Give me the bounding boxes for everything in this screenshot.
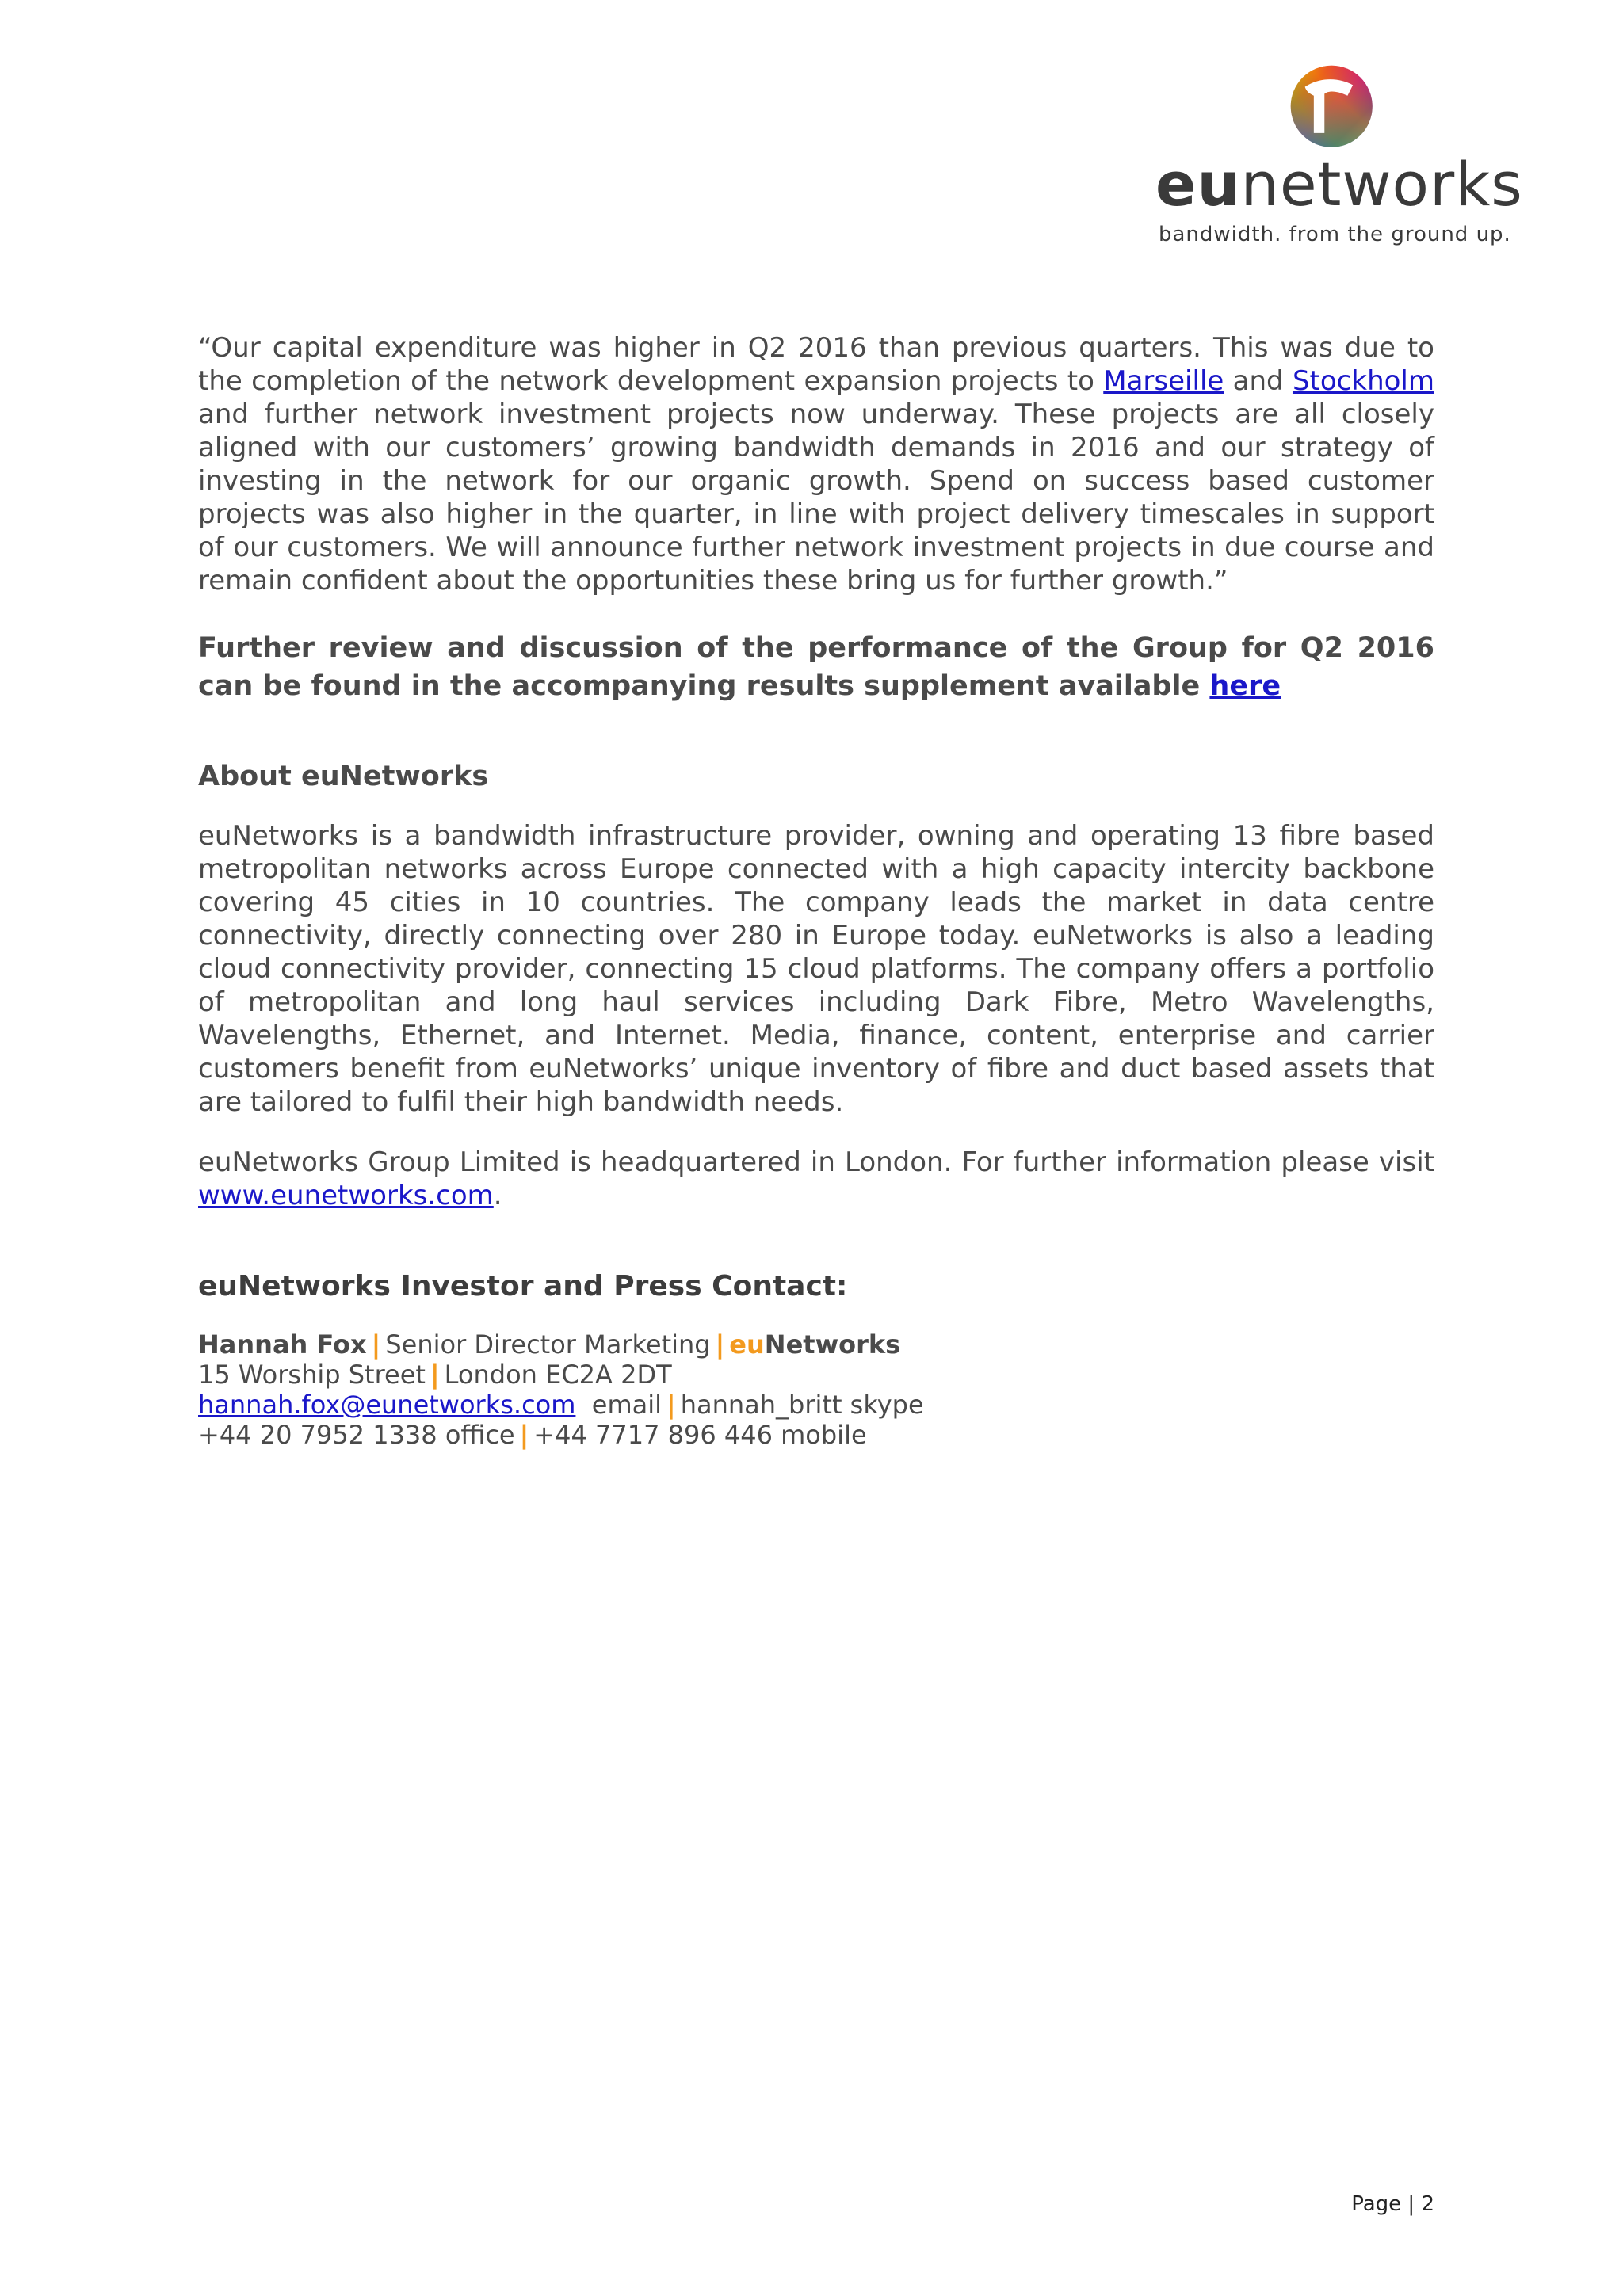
contact-line-phone (198, 1420, 1434, 1450)
contact-line-name (198, 1329, 1434, 1360)
about-paragraph: euNetworks is a bandwidth infrastructure provider, owning and operating 13 fibre based metropolitan networks across Europe connected with a high capacity intercity backbone covering 45 cities in 10 countries. The company leads the market in data centre connectivity, directly connecting over 280 in Europe today. euNetworks is also a leading cloud connectivity provider, connecting 15 cloud platforms. The company offers a portfolio of metropolitan and long haul services including Dark Fibre, Metro Wavelengths, Wavelengths, Ethernet, and Internet. Media, finance, content, enterprise and carrier customers benefit from euNetworks’ unique inventory of fibre and duct based assets that are tailored to fulfil their high bandwidth needs. (198, 820, 1434, 1118)
company-eu: eu (729, 1329, 765, 1360)
logo-tagline: bandwidth. from the ground up. (1159, 223, 1511, 246)
website-link[interactable]: www.eunetworks.com (198, 1180, 494, 1211)
contact-mobile: +44 7717 896 446 mobile (533, 1420, 867, 1450)
email-label: email (591, 1390, 663, 1420)
quote-text: and (1224, 365, 1293, 397)
contact-line-address (198, 1360, 1434, 1390)
contact-street: 15 Worship Street (198, 1360, 426, 1390)
page-number: Page | 2 (1351, 2192, 1434, 2216)
separator: | (430, 1360, 440, 1390)
about-heading: About euNetworks (198, 761, 489, 792)
contact-line-email (198, 1390, 1434, 1420)
separator: | (715, 1329, 725, 1360)
quote-text: and further network investment projects now underway. These projects are all closely aligned with our customers’ growing bandwidth demands in 2016 and our strategy of investing in the network for our organic growth. Spend on success based customer projects was also higher in the quarter, in line with project delivery timescales in support of our customers. We will announce further network investment projects in due course and remain confident about the opportunities these bring us for further growth.” (198, 399, 1434, 597)
ceo-quote-paragraph (198, 331, 1434, 597)
here-link[interactable]: here (1209, 670, 1281, 702)
rainbow-emblem-icon (1285, 60, 1374, 149)
eunetworks-logo (1141, 55, 1523, 261)
hq-period: . (493, 1180, 502, 1211)
further-review-text: Further review and discussion of the performance of the Group for Q2 2016 can be found in the accompanying results supplement available (198, 632, 1434, 702)
contact-office: +44 20 7952 1338 office (198, 1420, 515, 1450)
headquarters-paragraph (198, 1146, 1434, 1212)
quote-text: “Our capital expenditure was higher in Q2 2016 than previous quarters. This was due to the completion of the network development expansion projects to (198, 332, 1434, 397)
contact-email-link[interactable]: hannah.fox@eunetworks.com (198, 1390, 576, 1420)
separator: | (371, 1329, 381, 1360)
hq-text: euNetworks Group Limited is headquartered in London. For further information please visit (198, 1146, 1434, 1178)
contact-skype: hannah_britt skype (680, 1390, 924, 1420)
contact-heading: euNetworks Investor and Press Contact: (198, 1270, 848, 1302)
company-rest: Networks (764, 1329, 901, 1360)
logo-wordmark: eunetworks (1155, 149, 1523, 219)
contact-city: London EC2A 2DT (444, 1360, 672, 1390)
marseille-link[interactable]: Marseille (1103, 365, 1224, 397)
separator: | (666, 1390, 676, 1420)
document-body (198, 331, 1434, 1450)
contact-title: Senior Director Marketing (385, 1329, 711, 1360)
contact-name: Hannah Fox (198, 1329, 367, 1360)
separator: | (519, 1420, 529, 1450)
contact-block (198, 1329, 1434, 1450)
further-review-paragraph (198, 629, 1434, 705)
stockholm-link[interactable]: Stockholm (1292, 365, 1434, 397)
